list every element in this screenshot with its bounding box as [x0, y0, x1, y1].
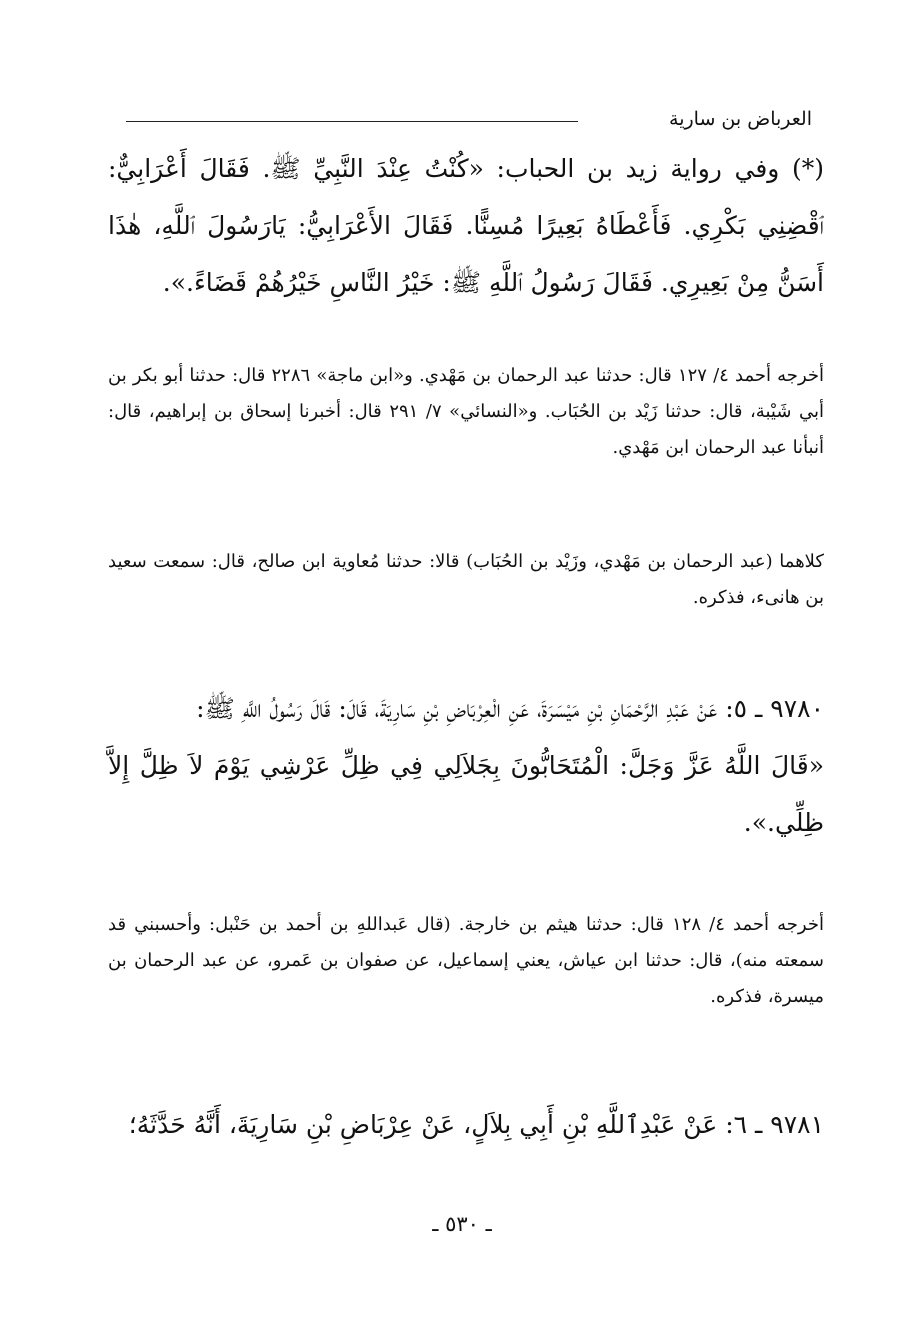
hadith-variant-text: (*) وفي رواية زيد بن الحباب: «كُنْتُ عِنْدَ النَّبِيِّ ﷺ. فَقَالَ أَعْرَابِيٌّ: ٱقْضِنِي بَكْرِي. فَأَعْطَاهُ بَعِيرًا مُسِنًّا. فَقَالَ الأَعْرَابِيُّ: يَارَسُولَ ٱللَّهِ، هٰذَا أَسَنُّ مِنْ بَعِيرِي. فَقَالَ رَسُولُ ٱللَّهِ ﷺ: خَيْرُ النَّاسِ خَيْرُهُمْ قَضَاءً.». — [108, 154, 824, 297]
page-number: ـ ٥٣٠ ـ — [432, 1212, 492, 1236]
takhrij-text-3: أخرجه أحمد ٤/ ١٢٨ قال: حدثنا هيثم بن خارجة. (قال عَبداللهِ بن أحمد بن حَنْبل: وأحسبني قد سمعته منه)، قال: حدثنا ابن عياش، يعني إسماعيل، عن صفوان بن عَمرو، عن عبد الرحمان بن ميسرة، فذكره. — [108, 914, 824, 1007]
header-rule — [126, 121, 578, 122]
hadith-variant-paragraph — [108, 140, 824, 311]
hadith-9780-matn: «قَالَ اللَّهُ عَزَّ وَجَلَّ: الْمُتَحَابُّونَ بِجَلاَلِي فِي ظِلِّ عَرْشِي يَوْمَ لاَ ظِلَّ إِلاَّ ظِلِّي.». — [108, 751, 824, 837]
takhrij-text-1: أخرجه أحمد ٤/ ١٢٧ قال: حدثنا عبد الرحمان بن مَهْدي. و«ابن ماجة» ٢٢٨٦ قال: حدثنا أبو بكر بن أبي شَيْبة، قال: حدثنا زَيْد بن الحُبَاب. و«النسائي» ٧/ ٢٩١ قال: أخبرنا إسحاق بن إبراهيم، قال: أنبأنا عبد الرحمان ابن مَهْدي. — [108, 365, 824, 458]
running-title: العرباض بن سارية — [669, 108, 812, 130]
running-header — [108, 104, 824, 136]
hadith-9780-entry — [108, 680, 824, 851]
takhrij-paragraph-2 — [108, 544, 824, 616]
takhrij-paragraph-3 — [108, 907, 824, 1015]
hadith-9780-isnad: ٩٧٨٠ ـ ٥: عَنْ عَبْدِ الرَّحْمَانِ بْنِ مَيْسَرَةَ، عَنِ الْعِرْبَاضِ بْنِ سَارِيَةَ، قَالَ: قَالَ رَسُولُ اللَّهِ ﷺ: — [196, 694, 824, 723]
hadith-9781-entry — [108, 1096, 824, 1153]
takhrij-paragraph-1 — [108, 358, 824, 466]
hadith-9781-text: ٩٧٨١ ـ ٦: عَنْ عَبْدِٱللَّهِ بْنِ أَبِي بِلاَلٍ، عَنْ عِرْبَاضِ بْنِ سَارِيَةَ، أَنَّهُ حَدَّثَهُ؛ — [128, 1110, 824, 1139]
takhrij-text-2: كلاهما (عبد الرحمان بن مَهْدي، وزَيْد بن الحُبَاب) قالا: حدثنا مُعاوية ابن صالح، قال: سمعت سعيد بن هانىء، فذكره. — [108, 551, 824, 608]
